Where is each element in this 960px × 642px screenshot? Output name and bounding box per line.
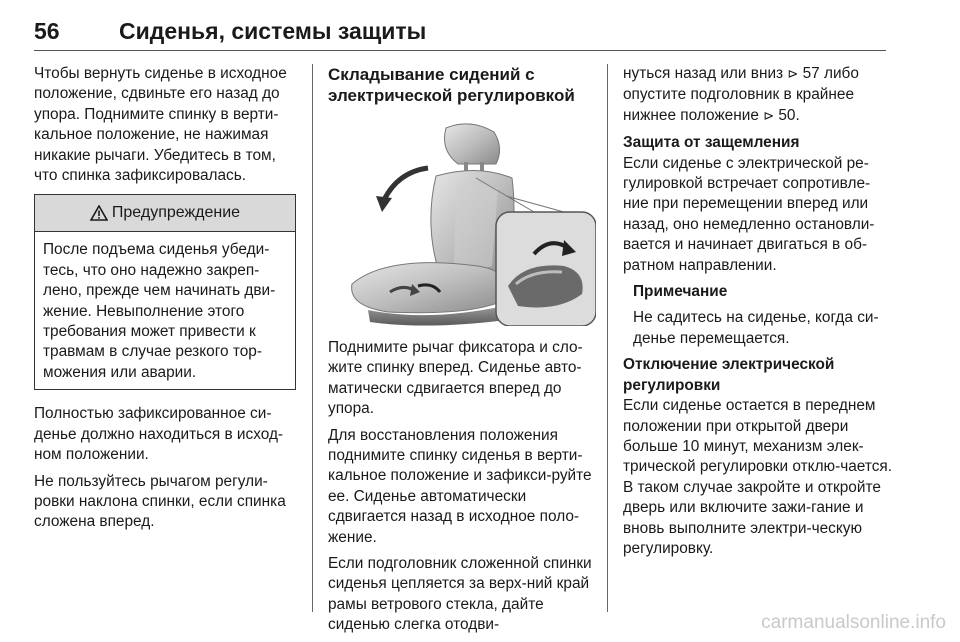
paragraph: Чтобы вернуть сиденье в исходное положение, сдвиньте его назад до упора. Поднимите спинку в верти-кальное положение, не нажимая никакие рычаги. Убедитесь в том, что спинка зафиксировалась. xyxy=(34,65,287,185)
section-heading: Складывание сидений с электрической регулировкой xyxy=(328,65,575,105)
note-block xyxy=(633,282,893,349)
warning-header xyxy=(35,195,295,232)
header-divider xyxy=(34,50,886,51)
paragraph: Поднимите рычаг фиксатора и сло-жите спинку вперед. Сиденье авто-матически сдвигается вперед до упора. xyxy=(328,339,583,418)
page-reference-arrow-icon: ⊳ xyxy=(763,108,775,124)
page-reference[interactable]: 50. xyxy=(778,106,800,124)
watermark: carmanualsonline.info xyxy=(761,612,946,633)
page-header xyxy=(34,18,886,52)
text-span: либо опустите подголовник в крайнее нижнее положение xyxy=(623,65,859,124)
subsection-heading: Защита от защемления xyxy=(623,134,800,152)
warning-title: Предупреждение xyxy=(111,204,241,222)
paragraph xyxy=(623,64,893,127)
paragraph: Полностью зафиксированное си-денье должно находиться в исход-ном положении. xyxy=(34,405,284,464)
paragraph: Если сиденье с электрической ре-гулировкой встречает сопротивле-ние при перемещении вперед или назад, оно немедленно остановли-вается и начинает двигаться в об-ратном направлении. xyxy=(623,154,875,274)
text-span: нуться назад или вниз xyxy=(623,65,784,82)
subsection-heading: Отключение электрической регулировки xyxy=(623,356,835,394)
column-divider xyxy=(312,64,313,612)
note-text: Не садитесь на сиденье, когда си-денье перемещается. xyxy=(633,309,879,347)
paragraph: Не пользуйтесь рычагом регули-ровки наклона спинки, если спинка сложена вперед. xyxy=(34,472,286,531)
warning-triangle-icon xyxy=(90,205,108,221)
paragraph: Для восстановления положения поднимите спинку сиденья в верти-кальное положение и зафикси-руйте ее. Сиденье автоматически сдвигается назад в исходное поло-жение. xyxy=(328,426,592,546)
warning-text: После подъема сиденья убеди-тесь, что оно надежно закреп-лено, прежде чем начинать дви-жение. Невыполнение этого требования может привести к травмам в случае резкого тор-можения или аварии. xyxy=(43,241,276,381)
page-title: Сиденья, системы защиты xyxy=(119,18,427,44)
column-2 xyxy=(328,64,596,642)
column-1 xyxy=(34,64,296,539)
warning-box xyxy=(34,194,296,390)
paragraph: Если сиденье остается в переднем положении при открытой двери больше 10 минут, механизм элек-трической регулировки отклю-чается. В таком случае закройте и откройте дверь или включите зажи-гание и вновь выполните электри-ческую регулировку. xyxy=(623,397,893,557)
note-title: Примечание xyxy=(633,283,728,301)
seat-folding-illustration xyxy=(328,116,596,326)
page-number: 56 xyxy=(34,18,60,44)
page-reference-arrow-icon: ⊳ xyxy=(787,67,799,82)
page-reference[interactable]: 57 xyxy=(802,65,820,82)
column-divider xyxy=(607,64,608,612)
paragraph: Если подголовник сложенной спинки сиденья цепляется за верх-ний край рамы ветрового стекла, дайте сиденью слегка отодви- xyxy=(328,555,592,634)
column-3 xyxy=(623,64,893,565)
